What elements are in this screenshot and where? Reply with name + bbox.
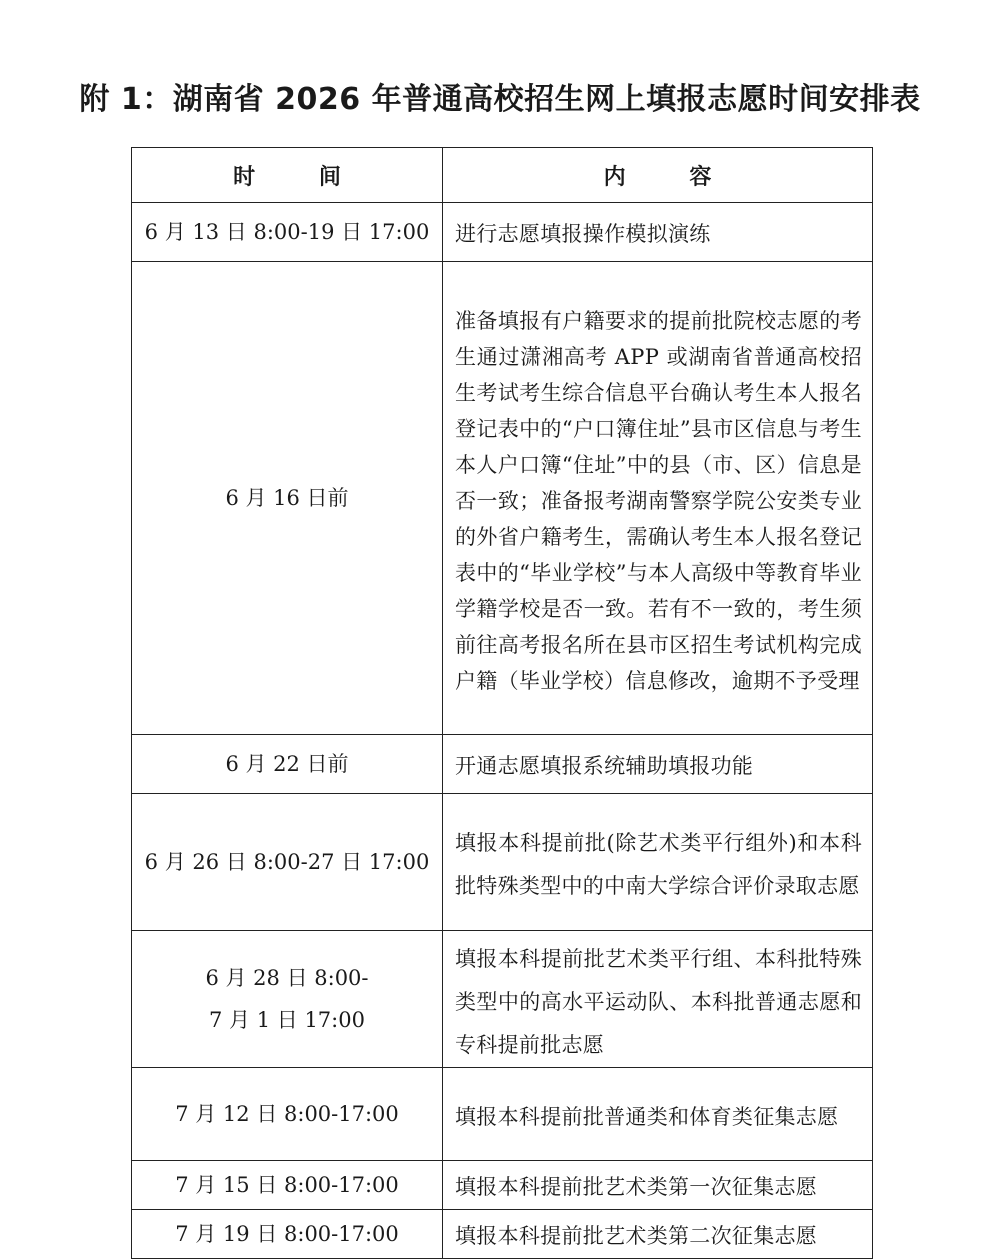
time-cell	[132, 1161, 443, 1210]
content-cell: 进行志愿填报操作模拟演练	[443, 203, 873, 262]
table-row	[132, 794, 873, 931]
time-text: 7 月 1 日 17:00	[209, 1008, 365, 1032]
content-cell: 填报本科提前批艺术类第一次征集志愿	[443, 1161, 873, 1210]
time-cell	[132, 931, 443, 1068]
time-cell	[132, 262, 443, 735]
time-text: 7 月 15 日 8:00-17:00	[175, 1173, 399, 1197]
content-cell: 填报本科提前批艺术类第二次征集志愿	[443, 1210, 873, 1259]
table-row	[132, 1068, 873, 1161]
content-cell: 准备填报有户籍要求的提前批院校志愿的考生通过潇湘高考 APP 或湖南省普通高校招生考试考生综合信息平台确认考生本人报名登记表中的“户口簿住址”县市区信息与考生本人户口簿“住址”中的县（市、区）信息是否一致；准备报考湖南警察学院公安类专业的外省户籍考生，需确认考生本人报名登记表中的“毕业学校”与本人高级中等教育毕业学籍学校是否一致。若有不一致的，考生须前往高考报名所在县市区招生考试机构完成户籍（毕业学校）信息修改，逾期不予受理	[443, 262, 873, 735]
table-row	[132, 1161, 873, 1210]
content-cell: 开通志愿填报系统辅助填报功能	[443, 735, 873, 794]
document-title: 附 1：湖南省 2026 年普通高校招生网上填报志愿时间安排表	[79, 82, 921, 117]
time-text: 7 月 19 日 8:00-17:00	[175, 1222, 399, 1246]
time-text: 6 月 13 日 8:00-19 日 17:00	[144, 220, 430, 244]
header-time: 时 间	[132, 148, 443, 203]
time-text: 6 月 28 日 8:00-	[205, 966, 369, 990]
time-cell	[132, 794, 443, 931]
content-cell: 填报本科提前批艺术类平行组、本科批特殊类型中的高水平运动队、本科批普通志愿和专科提前批志愿	[443, 931, 873, 1068]
time-cell	[132, 1210, 443, 1259]
time-cell	[132, 735, 443, 794]
content-cell: 填报本科提前批(除艺术类平行组外)和本科批特殊类型中的中南大学综合评价录取志愿	[443, 794, 873, 931]
table-row	[132, 735, 873, 794]
time-text: 7 月 12 日 8:00-17:00	[175, 1102, 399, 1126]
header-content: 内 容	[443, 148, 873, 203]
time-cell	[132, 1068, 443, 1161]
time-text: 6 月 16 日前	[225, 486, 349, 510]
table-row	[132, 262, 873, 735]
table-row	[132, 203, 873, 262]
table-row	[132, 1210, 873, 1259]
time-text: 6 月 22 日前	[225, 752, 349, 776]
time-cell	[132, 203, 443, 262]
schedule-table	[131, 147, 873, 1259]
content-cell: 填报本科提前批普通类和体育类征集志愿	[443, 1068, 873, 1161]
time-text: 6 月 26 日 8:00-27 日 17:00	[144, 850, 430, 874]
table-header-row	[132, 148, 873, 203]
table-row	[132, 931, 873, 1068]
